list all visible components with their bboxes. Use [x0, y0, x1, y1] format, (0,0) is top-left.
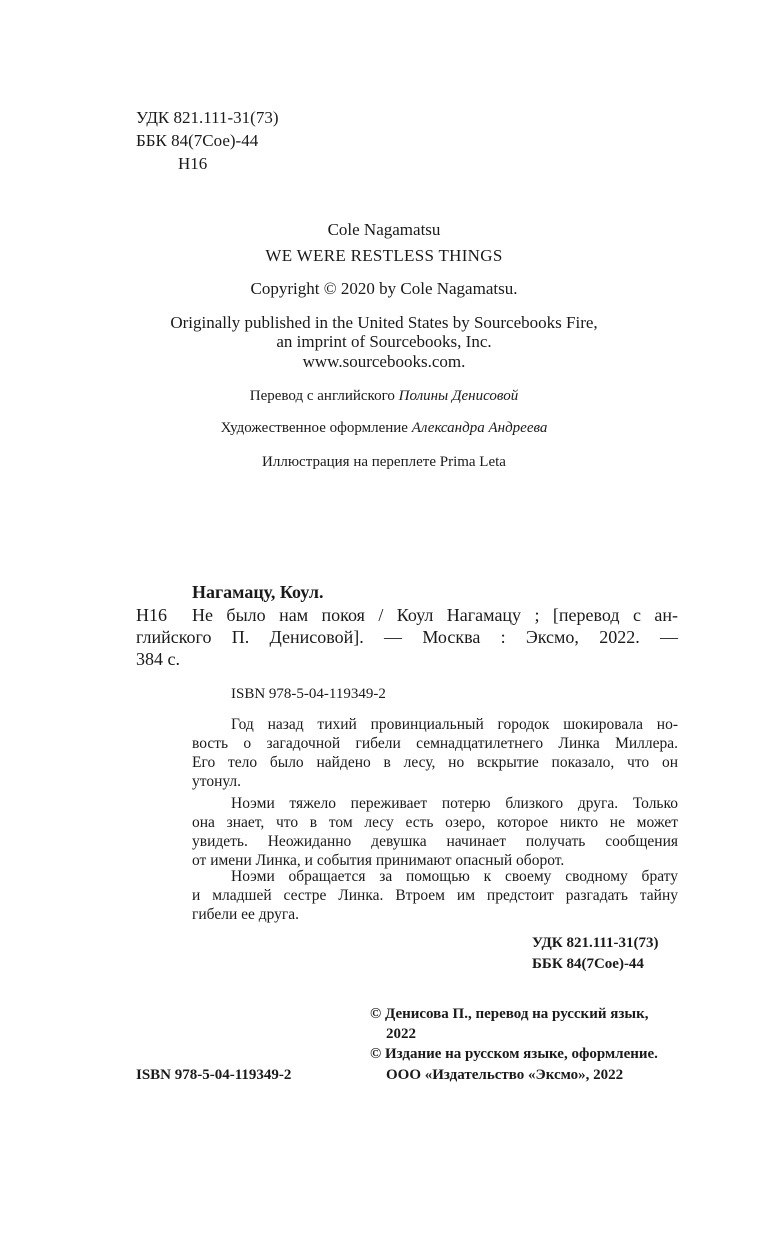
catalog-entry-line-2: глийского П. Денисовой]. — Москва : Эксмо, 2022. —: [136, 627, 678, 647]
annotation-line: Ноэми обращается за помощью к своему сводному брату: [231, 868, 678, 885]
udk-code: УДК 821.111-31(73): [136, 108, 279, 127]
catalog-isbn: ISBN 978-5-04-119349-2: [231, 686, 386, 702]
translator-name: Полины Денисовой: [398, 388, 519, 404]
annotation-line: и младшей сестре Линка. Втроем им предстоит разгадать тайну: [192, 887, 678, 904]
published-line-1: Originally published in the United States by Sourcebooks Fire,: [170, 313, 598, 332]
catalog-entry-line-1: Не было нам покоя / Коул Нагамацу ; [перевод с ан-: [192, 605, 678, 625]
footer-udk: УДК 821.111-31(73): [532, 935, 659, 951]
published-line-2: an imprint of Sourcebooks, Inc.: [276, 332, 492, 351]
catalog-entry-line-3: 384 с.: [136, 649, 180, 669]
footer-bbk: ББК 84(7Сое)-44: [532, 956, 644, 972]
designer-name: Александра Андреева: [411, 420, 548, 436]
copyright-edition-line-1: © Издание на русском языке, оформление.: [370, 1046, 658, 1062]
annotation-line: Год назад тихий провинциальный городок шокировала но-: [231, 716, 678, 733]
bbk-code: ББК 84(7Сое)-44: [136, 131, 259, 150]
annotation-line: утонул.: [192, 773, 242, 790]
copyright-line: Copyright © 2020 by Cole Nagamatsu.: [250, 279, 518, 298]
annotation-line: Его тело было найдено в лесу, но вскрытие показало, что он: [192, 754, 678, 771]
annotation-line: Ноэми тяжело переживает потерю близкого друга. Только: [231, 795, 678, 812]
translation-prefix: Перевод с английского: [249, 388, 395, 404]
annotation-line: гибели ее друга.: [192, 906, 300, 923]
design-credit: [0, 420, 768, 437]
annotation-line: вость о загадочной гибели семнадцатилетнего Линка Миллера.: [192, 735, 678, 752]
copyright-translation-line-1: © Денисова П., перевод на русский язык,: [370, 1006, 649, 1022]
annotation-line: от имени Линка, и события принимают опасный оборот.: [192, 852, 565, 869]
translation-credit: [0, 388, 768, 405]
catalog-author: Нагамацу, Коул.: [192, 582, 324, 602]
design-prefix: Художественное оформление: [220, 420, 408, 436]
illustration-credit: Иллюстрация на переплете Prima Leta: [262, 454, 506, 470]
annotation-line: она знает, что в том лесу есть озеро, которое никто не может: [192, 814, 678, 831]
catalog-mark: Н16: [136, 605, 167, 625]
footer-isbn: ISBN 978-5-04-119349-2: [136, 1067, 292, 1083]
copyright-edition-line-2: ООО «Издательство «Эксмо», 2022: [386, 1067, 624, 1083]
author-name-en: Cole Nagamatsu: [327, 220, 441, 239]
author-mark: Н16: [178, 154, 208, 173]
annotation-line: увидеть. Неожиданно девушка начинает получать сообщения: [192, 833, 678, 850]
copyright-translation-line-2: 2022: [386, 1026, 416, 1042]
published-url: www.sourcebooks.com.: [302, 352, 466, 371]
title-en: WE WERE RESTLESS THINGS: [265, 246, 503, 265]
